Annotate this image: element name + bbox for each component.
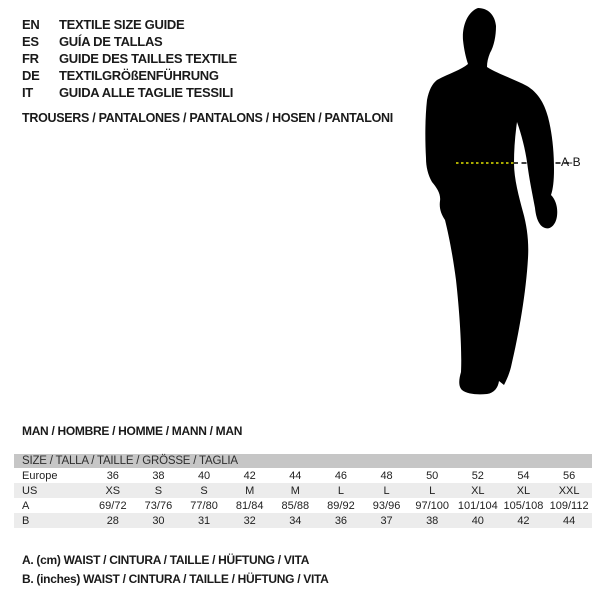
man-silhouette-figure	[400, 0, 600, 400]
table-cell: 52	[471, 469, 484, 482]
language-code: ES	[22, 34, 39, 49]
language-label: TEXTILGRÖßENFÜHRUNG	[59, 68, 219, 83]
language-row-en	[22, 16, 237, 33]
table-cell: 109/112	[549, 499, 589, 512]
table-cell: 81/84	[235, 499, 264, 512]
table-row	[14, 483, 592, 498]
note-b: B. (inches) WAIST / CINTURA / TAILLE / HÜFTUNG / VITA	[22, 572, 329, 586]
table-cell: 69/72	[99, 499, 127, 512]
table-cell: 40	[197, 469, 211, 482]
language-label: GUÍA DE TALLAS	[59, 34, 163, 49]
table-row	[14, 468, 592, 483]
size-table	[14, 454, 592, 528]
language-code: EN	[22, 17, 40, 32]
language-code: FR	[22, 51, 39, 66]
table-cell: 32	[243, 514, 256, 527]
category-title: TROUSERS / PANTALONES / PANTALONS / HOSEN / PANTALONI	[22, 111, 393, 125]
table-cell: 44	[289, 469, 302, 482]
language-code: IT	[22, 85, 33, 100]
table-row	[14, 498, 592, 513]
row-label: Europe	[22, 469, 58, 482]
table-cell: 54	[517, 469, 530, 482]
language-label: TEXTILE SIZE GUIDE	[59, 17, 185, 32]
table-cell: 93/96	[372, 499, 401, 512]
table-cell: M	[290, 484, 300, 497]
language-row-fr	[22, 50, 237, 67]
measurement-ab-label: A-B	[561, 155, 581, 169]
table-cell: 85/88	[281, 499, 310, 512]
man-silhouette-svg	[400, 0, 600, 400]
table-cell: 31	[197, 514, 211, 527]
table-cell: 101/104	[457, 499, 498, 512]
language-row-de	[22, 67, 237, 84]
man-silhouette-shape	[425, 8, 557, 394]
table-cell: 40	[471, 514, 484, 527]
table-cell: S	[200, 484, 208, 497]
measurement-notes	[22, 551, 329, 589]
table-cell: 73/76	[144, 499, 173, 512]
table-cell: 97/100	[415, 499, 450, 512]
table-cell: 37	[380, 514, 393, 527]
row-label: US	[22, 484, 38, 497]
table-cell: 50	[426, 469, 439, 482]
language-list	[22, 16, 237, 101]
language-code: DE	[22, 68, 40, 83]
table-cell: 42	[243, 469, 256, 482]
table-cell: 28	[106, 514, 119, 527]
table-cell: XS	[105, 484, 121, 497]
table-cell: 36	[334, 514, 348, 527]
table-cell: 30	[152, 514, 165, 527]
table-cell: 77/80	[190, 499, 218, 512]
size-table-header: SIZE / TALLA / TAILLE / GRÖSSE / TAGLIA	[14, 454, 592, 468]
note-a: A. (cm) WAIST / CINTURA / TAILLE / HÜFTUNG / VITA	[22, 553, 310, 567]
row-label: B	[22, 514, 30, 527]
table-cell: XL	[471, 484, 485, 497]
table-cell: 36	[106, 469, 119, 482]
table-cell: 44	[563, 514, 576, 527]
size-table-body	[14, 468, 592, 528]
size-table-header-row	[14, 454, 592, 468]
table-cell: 48	[380, 469, 393, 482]
row-label: A	[22, 499, 30, 512]
table-cell: L	[337, 484, 344, 497]
table-row	[14, 513, 592, 528]
table-cell: 38	[426, 514, 439, 527]
table-cell: 34	[289, 514, 302, 527]
table-cell: 42	[517, 514, 530, 527]
language-row-it	[22, 84, 237, 101]
language-label: GUIDE DES TAILLES TEXTILE	[59, 51, 237, 66]
language-label: GUIDA ALLE TAGLIE TESSILI	[59, 85, 234, 100]
table-cell: XXL	[558, 484, 580, 497]
table-cell: S	[154, 484, 163, 497]
table-cell: 89/92	[327, 499, 355, 512]
table-cell: 38	[152, 469, 165, 482]
table-cell: L	[429, 484, 436, 497]
table-cell: XL	[516, 484, 531, 497]
table-cell: 56	[563, 469, 576, 482]
table-cell: L	[383, 484, 390, 497]
table-cell: M	[245, 484, 255, 497]
table-cell: 46	[334, 469, 348, 482]
language-row-es	[22, 33, 237, 50]
gender-title: MAN / HOMBRE / HOMME / MANN / MAN	[22, 424, 243, 438]
table-cell: 105/108	[503, 499, 544, 512]
